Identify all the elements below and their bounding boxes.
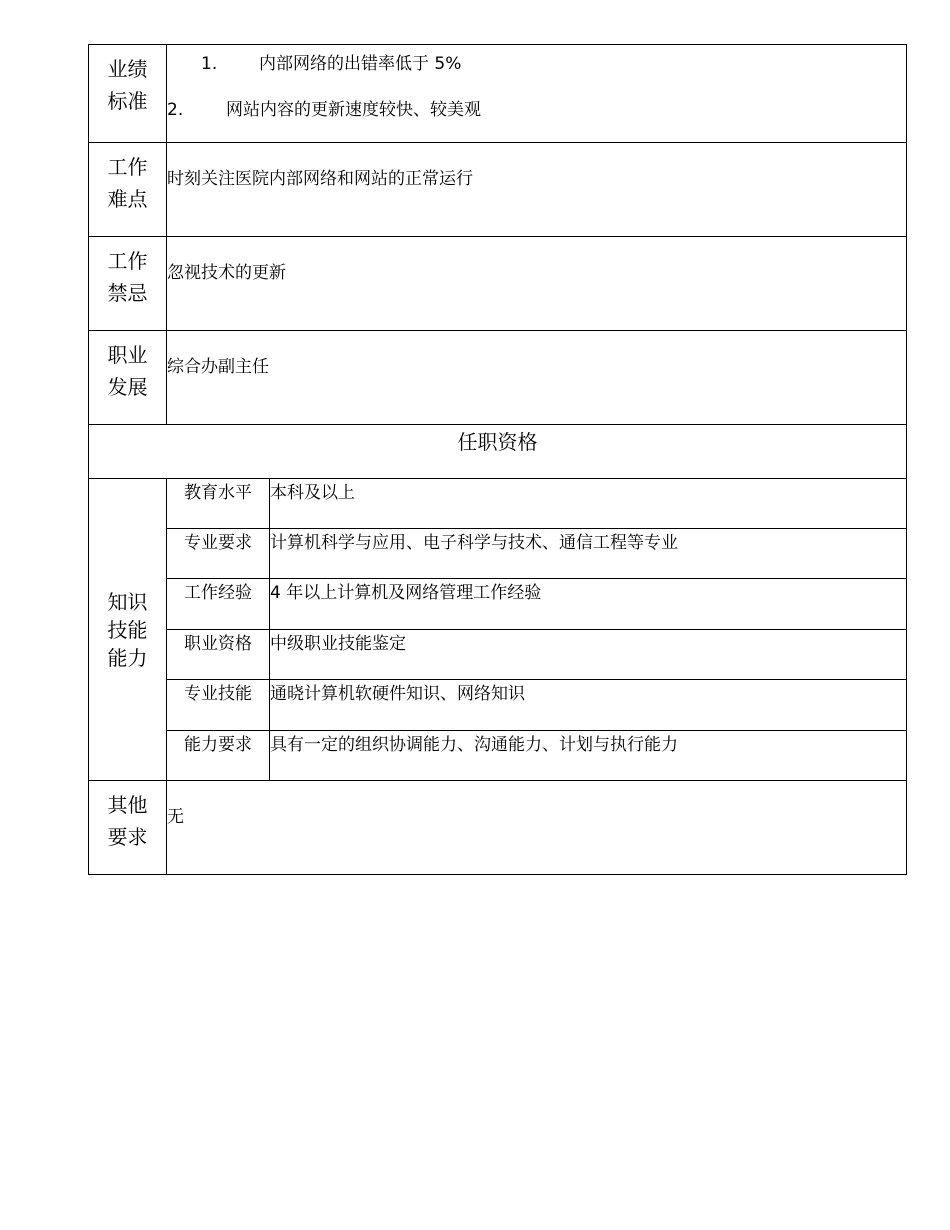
content-work-taboo: 忽视技术的更新 xyxy=(167,237,907,331)
label-work-difficulty: 工作 难点 xyxy=(89,143,167,237)
row-other-requirements xyxy=(89,781,907,875)
standards-list xyxy=(167,45,906,141)
qualification-row xyxy=(89,579,907,630)
qualification-row xyxy=(89,630,907,680)
row-work-taboo xyxy=(89,237,907,331)
label-other-requirements: 其他 要求 xyxy=(89,781,167,875)
qualification-label: 工作经验 xyxy=(167,579,270,630)
qualification-value: 具有一定的组织协调能力、沟通能力、计划与执行能力 xyxy=(270,731,907,781)
qualification-label: 专业要求 xyxy=(167,529,270,579)
job-description-sheet xyxy=(88,44,906,875)
content-work-difficulty: 时刻关注医院内部网络和网站的正常运行 xyxy=(167,143,907,237)
qualification-label: 职业资格 xyxy=(167,630,270,680)
section-title-qualifications: 任职资格 xyxy=(89,425,907,479)
row-qualifications-header xyxy=(89,425,907,479)
qualification-value: 中级职业技能鉴定 xyxy=(270,630,907,680)
qualification-value: 本科及以上 xyxy=(270,479,907,529)
row-performance-standards xyxy=(89,45,907,143)
qualification-value: 通晓计算机软硬件知识、网络知识 xyxy=(270,680,907,731)
label-career-development: 职业 发展 xyxy=(89,331,167,425)
row-work-difficulty xyxy=(89,143,907,237)
qualification-label: 教育水平 xyxy=(167,479,270,529)
qualification-label: 专业技能 xyxy=(167,680,270,731)
qualification-value: 4 年以上计算机及网络管理工作经验 xyxy=(270,579,907,630)
standards-item-1: 1. 内部网络的出错率低于 5% xyxy=(201,54,462,74)
content-other-requirements: 无 xyxy=(167,781,907,875)
job-description-table xyxy=(88,44,907,875)
label-knowledge-skills-ability: 知识 技能 能力 xyxy=(89,479,167,781)
qualification-row xyxy=(89,731,907,781)
content-performance-standards xyxy=(167,45,907,143)
qualification-row xyxy=(89,529,907,579)
qualification-row xyxy=(89,479,907,529)
qualification-row xyxy=(89,680,907,731)
standards-item-2: 2. 网站内容的更新速度较快、较美观 xyxy=(167,100,481,120)
row-career-development xyxy=(89,331,907,425)
qualification-label: 能力要求 xyxy=(167,731,270,781)
label-work-taboo: 工作 禁忌 xyxy=(89,237,167,331)
label-performance-standards: 业绩 标准 xyxy=(89,45,167,143)
qualification-value: 计算机科学与应用、电子科学与技术、通信工程等专业 xyxy=(270,529,907,579)
content-career-development: 综合办副主任 xyxy=(167,331,907,425)
